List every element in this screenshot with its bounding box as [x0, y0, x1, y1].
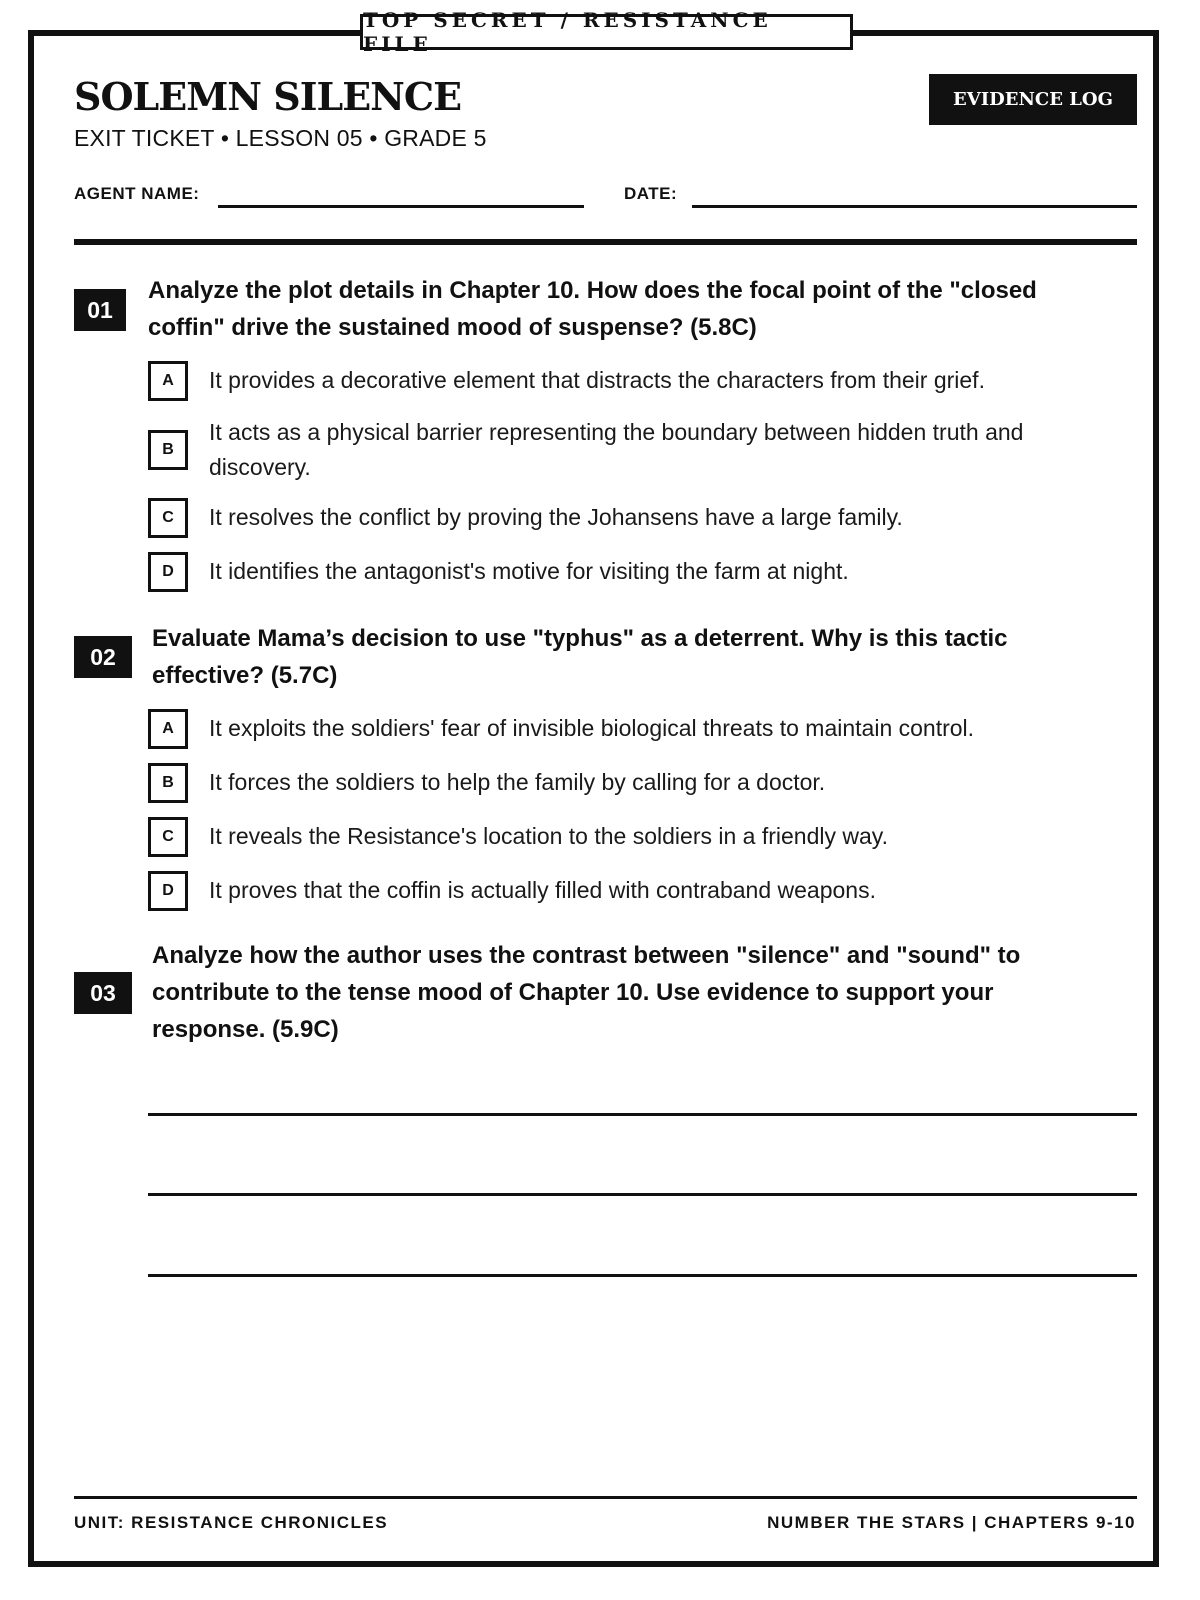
q1-option-b-box[interactable]: B [148, 430, 188, 470]
q2-option-c-text: It reveals the Resistance's location to the soldiers in a friendly way. [209, 823, 888, 849]
q2-option-c-box[interactable]: C [148, 817, 188, 857]
answer-line-3[interactable] [148, 1274, 1137, 1277]
q1-option-c-box[interactable]: C [148, 498, 188, 538]
question-text-2: Evaluate Mama’s decision to use "typhus" as a deterrent. Why is this tactic effective? (5.7C) [152, 625, 1008, 689]
header-divider [74, 239, 1137, 245]
classification-tab: TOP SECRET / RESISTANCE FILE [360, 14, 853, 50]
q2-option-d-text: It proves that the coffin is actually filled with contraband weapons. [209, 877, 876, 903]
question-number-1: 01 [74, 289, 126, 331]
q1-option-c-text: It resolves the conflict by proving the Johansens have a large family. [209, 504, 903, 530]
q2-option-a-box[interactable]: A [148, 709, 188, 749]
date-line[interactable] [692, 205, 1137, 208]
q2-option-a-text: It exploits the soldiers' fear of invisible biological threats to maintain control. [209, 715, 975, 741]
q1-option-d-box[interactable]: D [148, 552, 188, 592]
agent-name-label: AGENT NAME: [74, 184, 200, 203]
q1-option-b-text: It acts as a physical barrier representing the boundary between hidden truth and discovery. [209, 419, 1024, 480]
q1-option-a-text: It provides a decorative element that distracts the characters from their grief. [209, 367, 985, 393]
footer-divider [74, 1496, 1137, 1499]
page-title: SOLEMN SILENCE [74, 74, 462, 119]
q1-option-a-box[interactable]: A [148, 361, 188, 401]
evidence-log-badge: EVIDENCE LOG [929, 74, 1137, 125]
page-subtitle: EXIT TICKET • LESSON 05 • GRADE 5 [74, 125, 487, 151]
q2-option-b-box[interactable]: B [148, 763, 188, 803]
question-text-3: Analyze how the author uses the contrast between "silence" and "sound" to contribute to the tense mood of Chapter 10. Use evidence to support your response. (5.9C) [152, 942, 1021, 1043]
question-number-3: 03 [74, 972, 132, 1014]
agent-name-line[interactable] [218, 205, 584, 208]
question-text-1: Analyze the plot details in Chapter 10. How does the focal point of the "closed coffin" drive the sustained mood of suspense? (5.8C) [148, 277, 1037, 341]
answer-line-1[interactable] [148, 1113, 1137, 1116]
question-number-2: 02 [74, 636, 132, 678]
q1-option-d-text: It identifies the antagonist's motive for visiting the farm at night. [209, 558, 849, 584]
q2-option-b-text: It forces the soldiers to help the family by calling for a doctor. [209, 769, 826, 795]
date-label: DATE: [624, 184, 678, 203]
q2-option-d-box[interactable]: D [148, 871, 188, 911]
footer-unit: UNIT: RESISTANCE CHRONICLES [74, 1513, 389, 1532]
footer-book: NUMBER THE STARS | CHAPTERS 9-10 [767, 1513, 1136, 1532]
answer-line-2[interactable] [148, 1193, 1137, 1196]
